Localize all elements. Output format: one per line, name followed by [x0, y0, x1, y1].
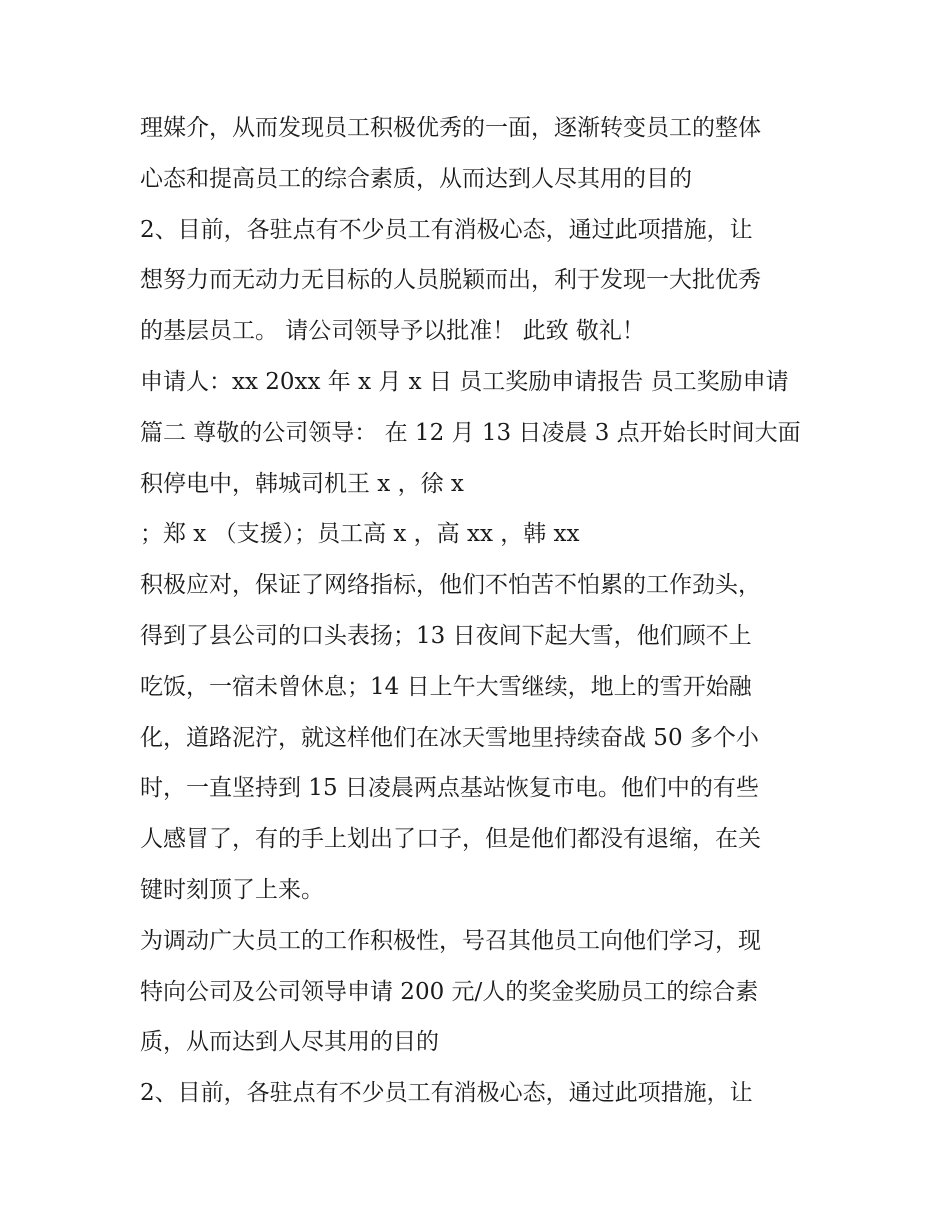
text-line: ；郑 x （支援）；员工高 x ，高 xx ，韩 xx [140, 521, 580, 548]
text-line: 2、目前，各驻点有不少员工有消极心态，通过此项措施，让 [140, 1080, 753, 1107]
text-line: 特向公司及公司领导申请 200 元/人的奖金奖励员工的综合素 [140, 978, 759, 1005]
text-line: 的基层员工。 请公司领导予以批准！ 此致 敬礼！ [140, 318, 645, 345]
text-line: 吃饭，一宿未曾休息；14 日上午大雪继续，地上的雪开始融 [140, 673, 752, 700]
text-line: 键时刻顶了上来。 [140, 876, 324, 903]
text-line: 时，一直坚持到 15 日凌晨两点基站恢复市电。他们中的有些 [140, 775, 759, 802]
text-line: 化，道路泥泞，就这样他们在冰天雪地里持续奋战 50 多个小 [140, 724, 759, 751]
text-line: 理媒介，从而发现员工积极优秀的一面，逐渐转变员工的整体 [140, 115, 761, 141]
text-line: 申请人：xx 20xx 年 x 月 x 日 员工奖励申请报告 员工奖励申请 [140, 368, 789, 395]
text-line: 篇二 尊敬的公司领导： 在 12 月 13 日凌晨 3 点开始长时间大面 [140, 419, 801, 446]
text-line: 得到了县公司的口头表扬；13 日夜间下起大雪，他们顾不上 [140, 622, 752, 649]
text-line: 人感冒了，有的手上划出了口子，但是他们都没有退缩，在关 [140, 826, 761, 853]
text-line: 质，从而达到人尽其用的目的 [140, 1029, 439, 1056]
text-line: 心态和提高员工的综合素质，从而达到人尽其用的目的 [140, 165, 692, 192]
text-line: 2、目前，各驻点有不少员工有消极心态，通过此项措施，让 [140, 216, 753, 243]
text-line: 积极应对，保证了网络指标，他们不怕苦不怕累的工作劲头， [140, 572, 761, 599]
text-line: 积停电中，韩城司机王 x ，徐 x [140, 470, 464, 497]
document-body [140, 103, 840, 1119]
text-line: 为调动广大员工的工作积极性，号召其他员工向他们学习，现 [140, 927, 761, 954]
text-line: 想努力而无动力无目标的人员脱颖而出，利于发现一大批优秀 [140, 267, 761, 294]
